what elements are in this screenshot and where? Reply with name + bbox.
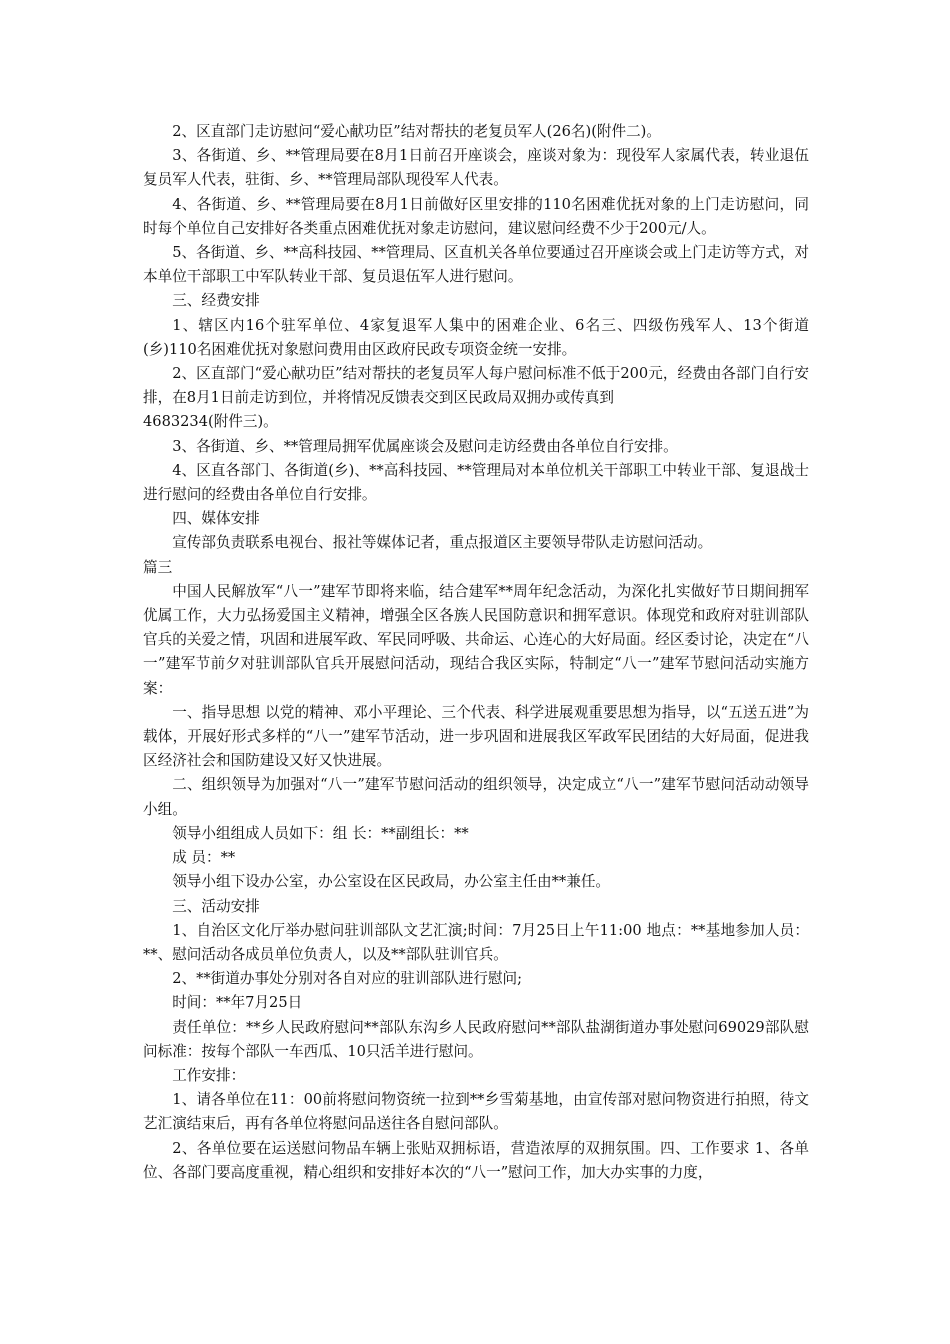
- paragraph: 宣传部负责联系电视台、报社等媒体记者，重点报道区主要领导带队走访慰问活动。: [172, 534, 713, 552]
- paragraph: 领导小组下设办公室，办公室设在区民政局，办公室主任由**兼任。: [172, 873, 611, 891]
- section-heading: 三、经费安排: [172, 292, 260, 310]
- paragraph: 二、组织领导为加强对“八一”建军节慰问活动的组织领导，决定成立“八一”建军节慰问活动动领导小组。: [143, 776, 809, 818]
- paragraph: 4683234(附件三)。: [143, 413, 278, 431]
- paragraph: 2、区直部门走访慰问“爱心献功臣”结对帮扶的老复员军人(26名)(附件二)。: [172, 123, 661, 140]
- paragraph: 中国人民解放军“八一”建军节即将来临，结合建军**周年纪念活动，为深化扎实做好节日期间拥军优属工作，大力弘扬爱国主义精神，增强全区各族人民国防意识和拥军意识。体现党和政府对驻训部队官兵的关爱之情，巩固和进展军政、军民同呼吸、共命运、心连心的大好局面。经区委讨论，决定在“八一”建军节前夕对驻训部队官兵开展慰问活动，现结合我区实际，特制定“八一”建军节慰问活动实施方案：: [143, 582, 809, 697]
- part-heading: 篇三: [143, 558, 173, 576]
- paragraph: 3、各街道、乡、**管理局拥军优属座谈会及慰问走访经费由各单位自行安排。: [172, 437, 678, 455]
- section-heading: 四、媒体安排: [172, 510, 260, 528]
- paragraph: 4、区直各部门、各街道(乡)、**高科技园、**管理局对本单位机关干部职工中转业干部、复退战士进行慰问的经费由各单位自行安排。: [143, 461, 809, 504]
- paragraph: 1、自治区文化厅举办慰问驻训部队文艺汇演;时间：7月25日上午11:00 地点：**基地参加人员：**、慰问活动各成员单位负责人，以及**部队驻训官兵。: [143, 921, 809, 963]
- paragraph: 责任单位：**乡人民政府慰问**部队东沟乡人民政府慰问**部队盐湖街道办事处慰问69029部队慰问标准：按每个部队一车西瓜、10只活羊进行慰问。: [143, 1018, 809, 1060]
- paragraph: 2、各单位要在运送慰问物品车辆上张贴双拥标语，营造浓厚的双拥氛围。四、工作要求 1、各单位、各部门要高度重视，精心组织和安排好本次的“八一”慰问工作，加大办实事的力度，: [143, 1139, 809, 1181]
- paragraph: 成 员：**: [172, 849, 236, 867]
- paragraph: 工作安排：: [172, 1066, 246, 1084]
- paragraph: 时间：**年7月25日: [172, 994, 303, 1012]
- paragraph: 5、各街道、乡、**高科技园、**管理局、区直机关各单位要通过召开座谈会或上门走访等方式，对本单位干部职工中军队转业干部、复员退伍军人进行慰问。: [143, 244, 810, 286]
- paragraph: 4、各街道、乡、**管理局要在8月1日前做好区里安排的110名困难优抚对象的上门走访慰问，同时每个单位自己安排好各类重点困难优抚对象走访慰问，建议慰问经费不少于200元/人。: [143, 195, 809, 237]
- document-body: [143, 120, 809, 1185]
- paragraph: 领导小组组成人员如下：组 长：**副组长：**: [172, 824, 469, 842]
- paragraph: 一、指导思想 以党的精神、邓小平理论、三个代表、科学进展观重要思想为指导，以“五送五进”为载体，开展好形式多样的“八一”建军节活动，进一步巩固和进展我区军政军民团结的大好局面，促进我区经济社会和国防建设又好又快进展。: [143, 703, 809, 770]
- paragraph: 1、请各单位在11：00前将慰问物资统一拉到**乡雪菊基地，由宣传部对慰问物资进行拍照，待文艺汇演结束后，再有各单位将慰问品送往各自慰问部队。: [143, 1091, 809, 1133]
- paragraph: 3、各街道、乡、**管理局要在8月1日前召开座谈会，座谈对象为：现役军人家属代表，转业退伍复员军人代表，驻街、乡、**管理局部队现役军人代表。: [143, 147, 809, 189]
- paragraph: 2、区直部门“爱心献功臣”结对帮扶的老复员军人每户慰问标准不低于200元，经费由各部门自行安排，在8月1日前走访到位，并将情况反馈表交到区民政局双拥办或传真到: [143, 365, 809, 407]
- paragraph: 2、**街道办事处分别对各自对应的驻训部队进行慰问;: [172, 970, 523, 988]
- section-heading: 三、活动安排: [172, 897, 260, 915]
- paragraph: 1、辖区内16个驻军单位、4家复退军人集中的困难企业、6名三、四级伤残军人、13个街道(乡)110名困难优抚对象慰问费用由区政府民政专项资金统一安排。: [143, 316, 809, 358]
